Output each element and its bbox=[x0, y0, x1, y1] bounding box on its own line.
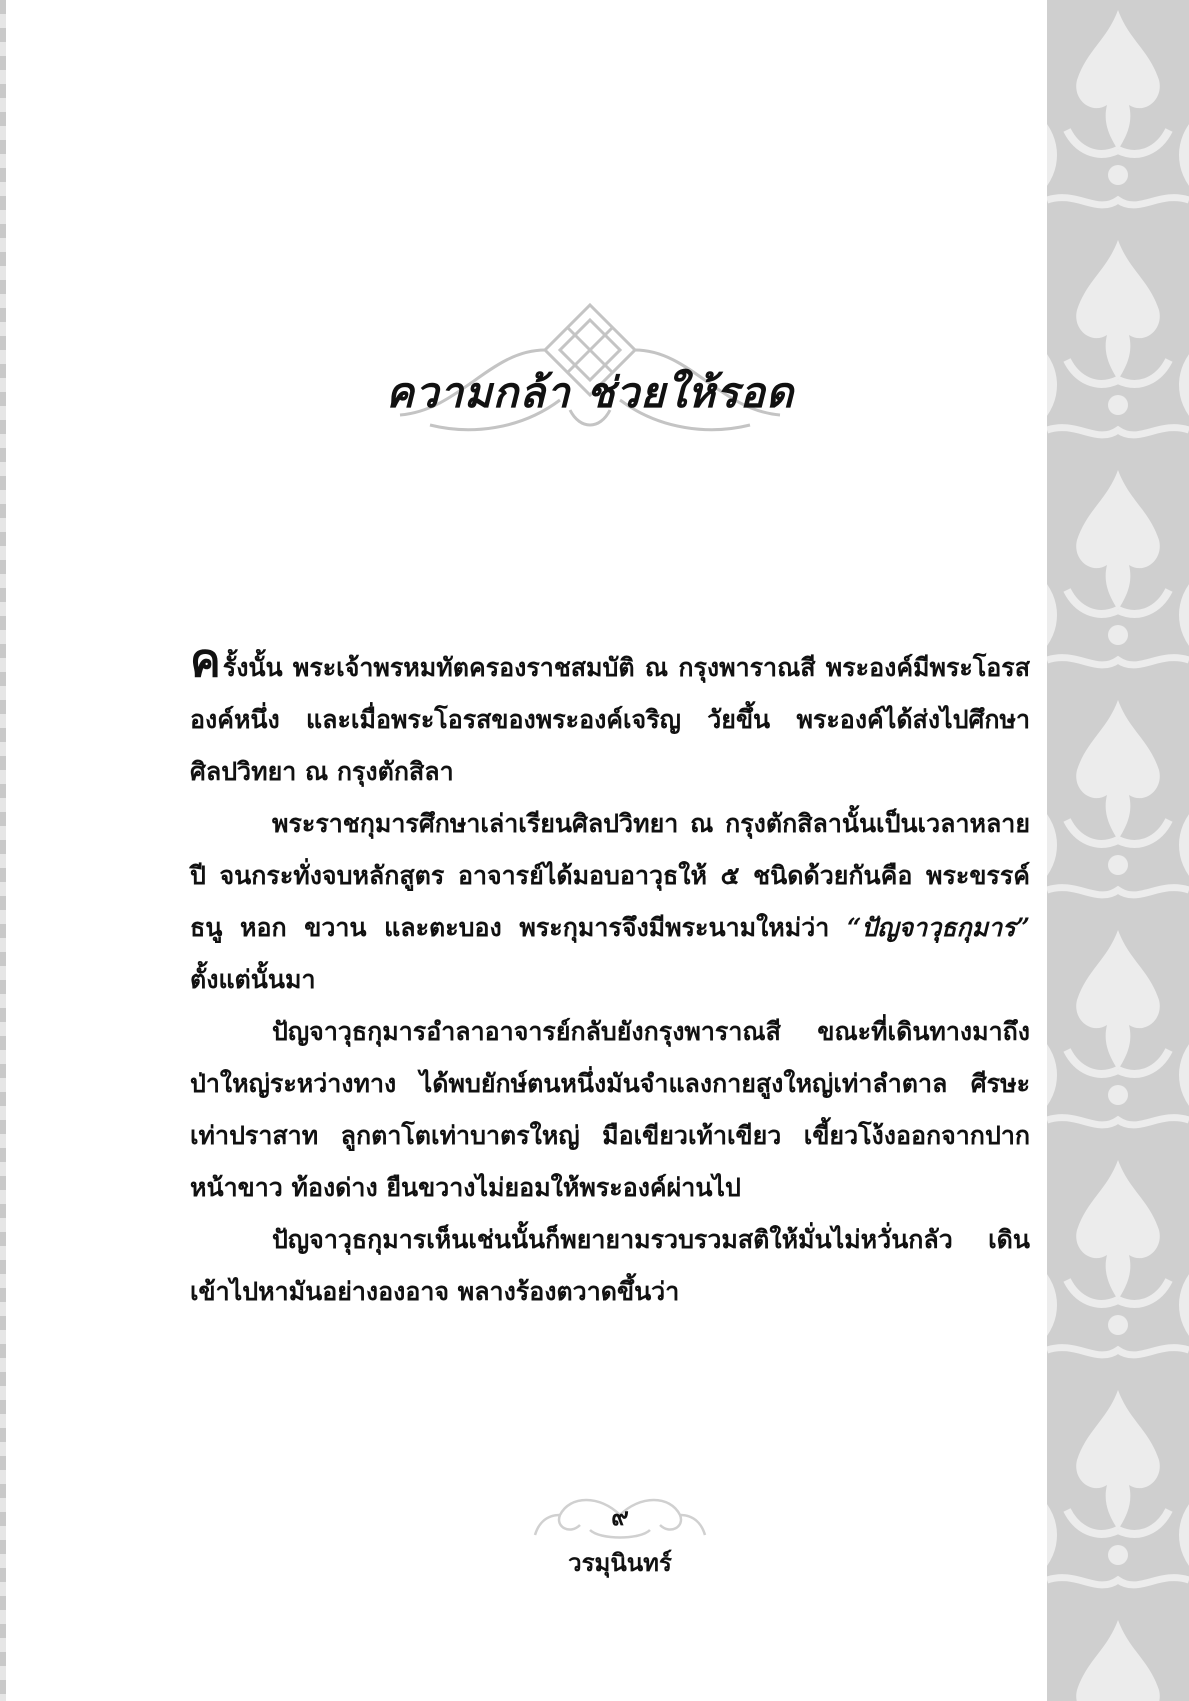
paragraph-2-end: ตั้งแต่นั้นมา bbox=[190, 965, 316, 994]
damask-pattern-icon bbox=[1047, 0, 1189, 1701]
chapter-title: ความกล้า ช่วยให้รอด bbox=[385, 368, 795, 417]
paragraph-2 bbox=[190, 798, 1030, 1006]
author-name: วรมุนินทร์ bbox=[568, 1548, 672, 1577]
paragraph-1-text: รั้งนั้น พระเจ้าพรหมทัตครองราชสมบัติ ณ กรุงพาราณสี พระองค์มีพระโอรสองค์หนึ่ง และเมื่อพระโอรสของพระองค์เจริญ วัยขึ้น พระองค์ได้ส่งไปศึกษาศิลปวิทยา ณ กรุงตักสิลา bbox=[190, 653, 1030, 786]
paragraph-2-text: พระราชกุมารศึกษาเล่าเรียนศิลปวิทยา ณ กรุงตักสิลานั้นเป็นเวลาหลายปี จนกระทั่งจบหลักสูตร อาจารย์ได้มอบอาวุธให้ ๕ ชนิดด้วยกันคือ พระขรรค์ ธนู หอก ขวาน และตะบอง พระกุมารจึงมีพระนามใหม่ว่า bbox=[190, 809, 1030, 942]
paragraph-4: ปัญจาวุธกุมารเห็นเช่นนั้นก็พยายามรวบรวมสติให้มั่นไม่หวั่นกลัว เดินเข้าไปหามันอย่างองอาจ พลางร้องตวาดขึ้นว่า bbox=[190, 1225, 1030, 1306]
page-left-edge bbox=[0, 0, 6, 1701]
paragraph-1 bbox=[190, 633, 1030, 798]
chapter-heading bbox=[330, 300, 850, 470]
story-body bbox=[190, 633, 1030, 1318]
prince-name-quote: “ปัญจาวุธกุมาร” bbox=[846, 913, 1030, 942]
page-footer bbox=[520, 1485, 720, 1595]
drop-cap: ค bbox=[190, 633, 221, 687]
page-number: ๙ bbox=[611, 1502, 629, 1531]
paragraph-3: ปัญจาวุธกุมารอำลาอาจารย์กลับยังกรุงพาราณสี ขณะที่เดินทางมาถึงป่าใหญ่ระหว่างทาง ได้พบยักษ์ตนหนึ่งมันจำแลงกายสูงใหญ่เท่าลำตาล ศีรษะเท่าปราสาท ลูกตาโตเท่าบาตรใหญ่ มือเขียวเท้าเขียว เขี้ยวโง้งออกจากปาก หน้าขาว ท้องด่าง ยืนขวางไม่ยอมให้พระองค์ผ่านไป bbox=[190, 1017, 1030, 1202]
decorative-side-band bbox=[1047, 0, 1189, 1701]
